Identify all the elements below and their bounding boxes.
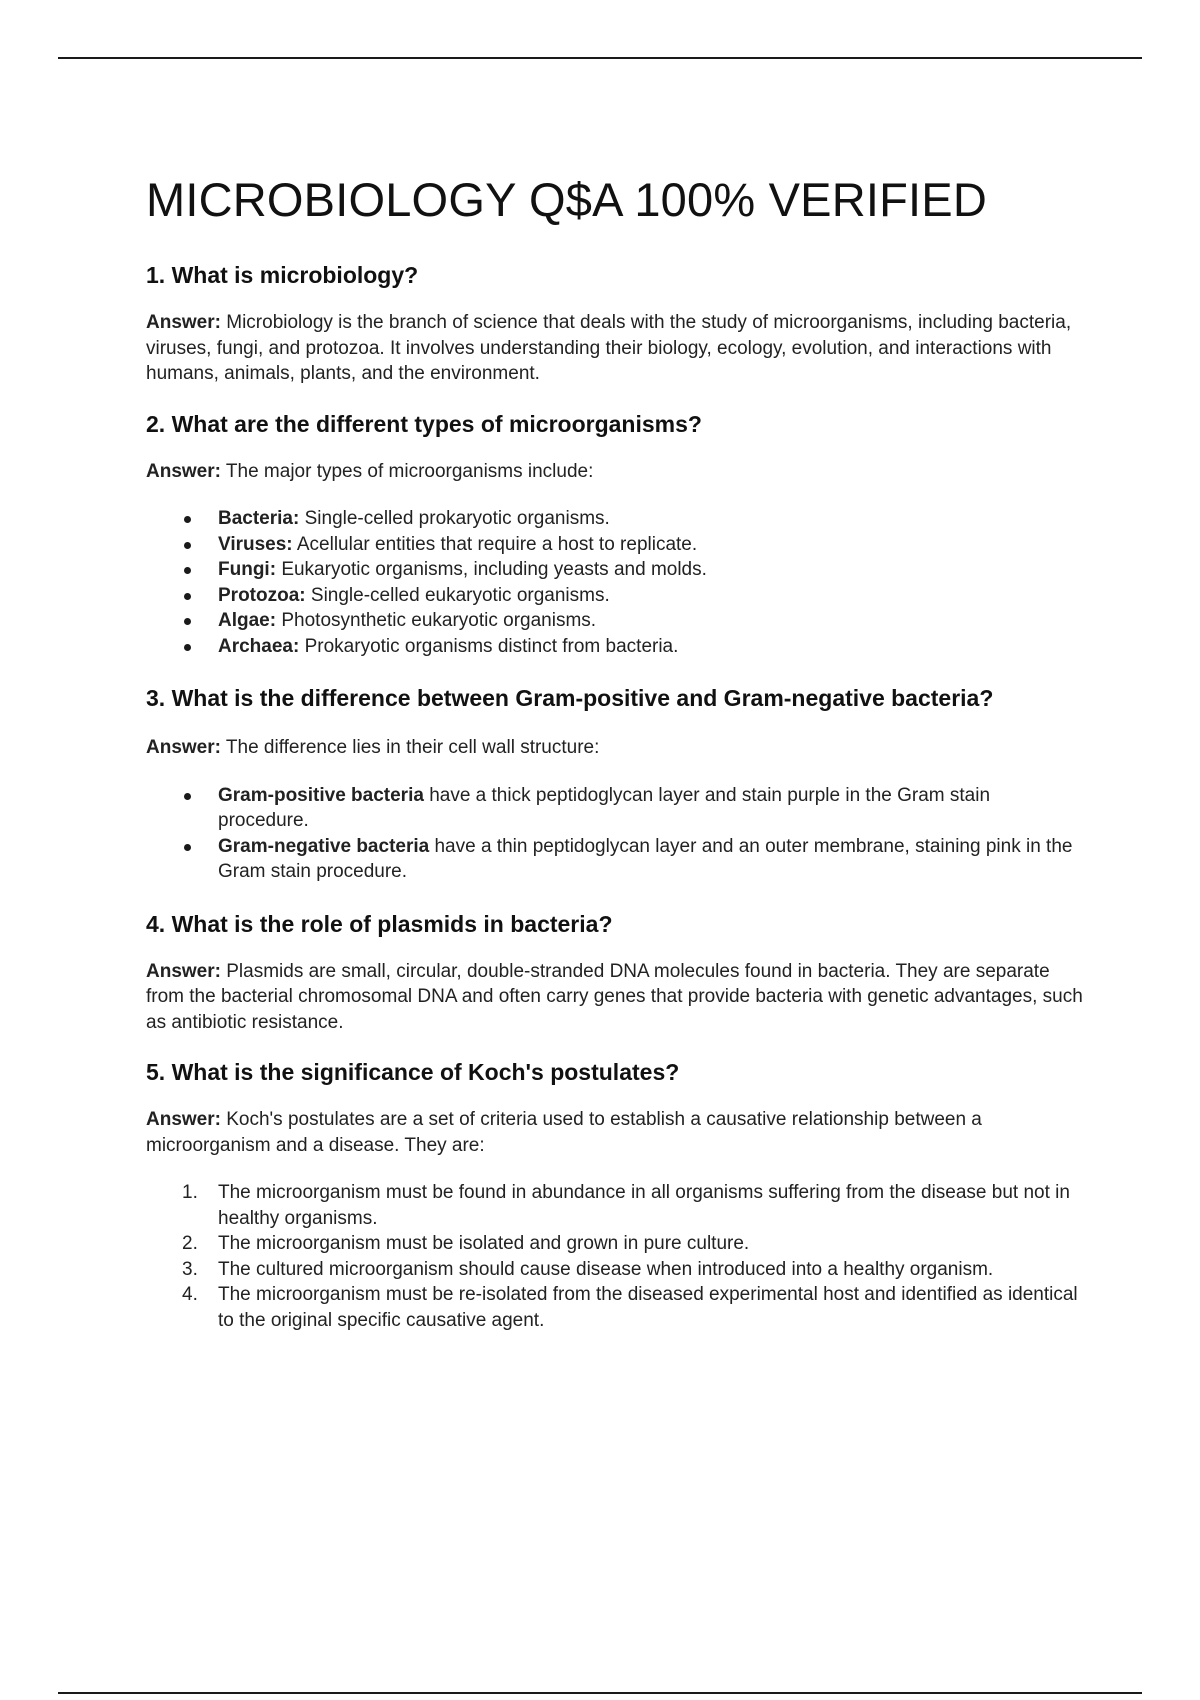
qa-section-4 [146, 909, 1086, 1036]
list-item [218, 532, 1086, 558]
list-item-text: The cultured microorganism should cause disease when introduced into a healthy organism. [218, 1258, 994, 1280]
answer-label: Answer: [146, 960, 221, 982]
gram-difference-list [146, 783, 1086, 885]
bullet-icon [184, 844, 191, 851]
list-item-text: Prokaryotic organisms distinct from bacteria. [304, 635, 679, 657]
list-item-number: 2. [182, 1233, 198, 1254]
list-item-text: The microorganism must be isolated and grown in pure culture. [218, 1233, 750, 1254]
answer-text: Koch's postulates are a set of criteria used to establish a causative relationship between a microorganism and a disease. They are: [146, 1109, 982, 1156]
bottom-divider [58, 1692, 1142, 1694]
question-heading: 5. What is the significance of Koch's postulates? [146, 1059, 680, 1085]
answer-paragraph [146, 959, 1086, 1036]
top-divider [58, 57, 1142, 59]
list-item-term: Archaea: [218, 635, 300, 657]
list-item-term: Gram-negative bacteria [218, 835, 430, 857]
qa-section-3 [146, 683, 1086, 885]
bullet-icon [184, 793, 191, 800]
koch-postulates-list [146, 1180, 1086, 1333]
answer-label: Answer: [146, 460, 221, 482]
list-item-number: 4. [182, 1284, 198, 1305]
list-item [218, 834, 1086, 885]
qa-section-5 [146, 1057, 1086, 1333]
answer-label: Answer: [146, 312, 221, 333]
list-item-text: Eukaryotic organisms, including yeasts and molds. [281, 559, 707, 580]
list-item-text: The microorganism must be re-isolated from the diseased experimental host and identified as identical to the original specific causative agent. [218, 1284, 1078, 1331]
question-heading: 3. What is the difference between Gram-positive and Gram-negative bacteria? [146, 685, 994, 711]
answer-text: Plasmids are small, circular, double-stranded DNA molecules found in bacteria. They are separate from the bacterial chromosomal DNA and often carry genes that provide bacteria with genetic advantages, such as antibiotic resistance. [146, 960, 1083, 1033]
document-body [146, 168, 1086, 1357]
bullet-icon [184, 618, 191, 625]
question-heading: 1. What is microbiology? [146, 262, 419, 288]
answer-label: Answer: [146, 737, 221, 758]
list-item-term: Viruses: [218, 533, 293, 555]
list-item-number: 1. [182, 1182, 198, 1203]
bullet-icon [184, 516, 191, 523]
list-item-term: Protozoa: [218, 584, 306, 606]
question-heading: 2. What are the different types of microorganisms? [146, 410, 702, 437]
list-item [182, 1180, 1086, 1231]
list-item [218, 557, 1086, 583]
microorganism-types-list [146, 506, 1086, 659]
list-item [218, 583, 1086, 609]
answer-text: Microbiology is the branch of science that deals with the study of microorganisms, including bacteria, viruses, fungi, and protozoa. It involves understanding their biology, ecology, evolution, and interactions with humans, animals, plants, and the environment. [146, 312, 1072, 384]
list-item [218, 634, 1086, 660]
bullet-icon [184, 567, 191, 574]
answer-paragraph [146, 1107, 1086, 1158]
answer-paragraph [146, 459, 1086, 485]
list-item-term: Algae: [218, 610, 277, 631]
answer-paragraph [146, 735, 1086, 761]
list-item-text: have a thick peptidoglycan layer and stain purple in the Gram stain procedure. [218, 784, 991, 831]
list-item-text: Acellular entities that require a host to replicate. [296, 533, 698, 555]
qa-section-2 [146, 409, 1086, 660]
list-item-number: 3. [182, 1258, 198, 1280]
bullet-icon [184, 644, 191, 651]
list-item [218, 783, 1086, 834]
list-item [182, 1231, 1086, 1257]
list-item-text: have a thin peptidoglycan layer and an outer membrane, staining pink in the Gram stain procedure. [218, 835, 1073, 882]
bullet-icon [184, 593, 191, 600]
list-item-term: Bacteria: [218, 508, 300, 529]
list-item-text: Photosynthetic eukaryotic organisms. [281, 610, 597, 631]
question-heading: 4. What is the role of plasmids in bacteria? [146, 910, 613, 937]
list-item [182, 1257, 1086, 1283]
answer-label: Answer: [146, 1109, 221, 1130]
list-item-text: Single-celled eukaryotic organisms. [310, 584, 610, 606]
list-item [218, 506, 1086, 532]
qa-section-1 [146, 260, 1086, 387]
list-item-term: Fungi: [218, 559, 277, 580]
list-item [218, 608, 1086, 634]
list-item [182, 1282, 1086, 1333]
list-item-text: The microorganism must be found in abundance in all organisms suffering from the disease but not in healthy organisms. [218, 1182, 1070, 1229]
list-item-term: Gram-positive bacteria [218, 784, 424, 806]
list-item-text: Single-celled prokaryotic organisms. [304, 508, 610, 529]
answer-paragraph [146, 310, 1086, 387]
answer-text: The difference lies in their cell wall structure: [225, 737, 600, 758]
page-title: MICROBIOLOGY Q$A 100% VERIFIED [146, 173, 987, 226]
bullet-icon [184, 542, 191, 549]
answer-text: The major types of microorganisms include: [225, 460, 594, 482]
